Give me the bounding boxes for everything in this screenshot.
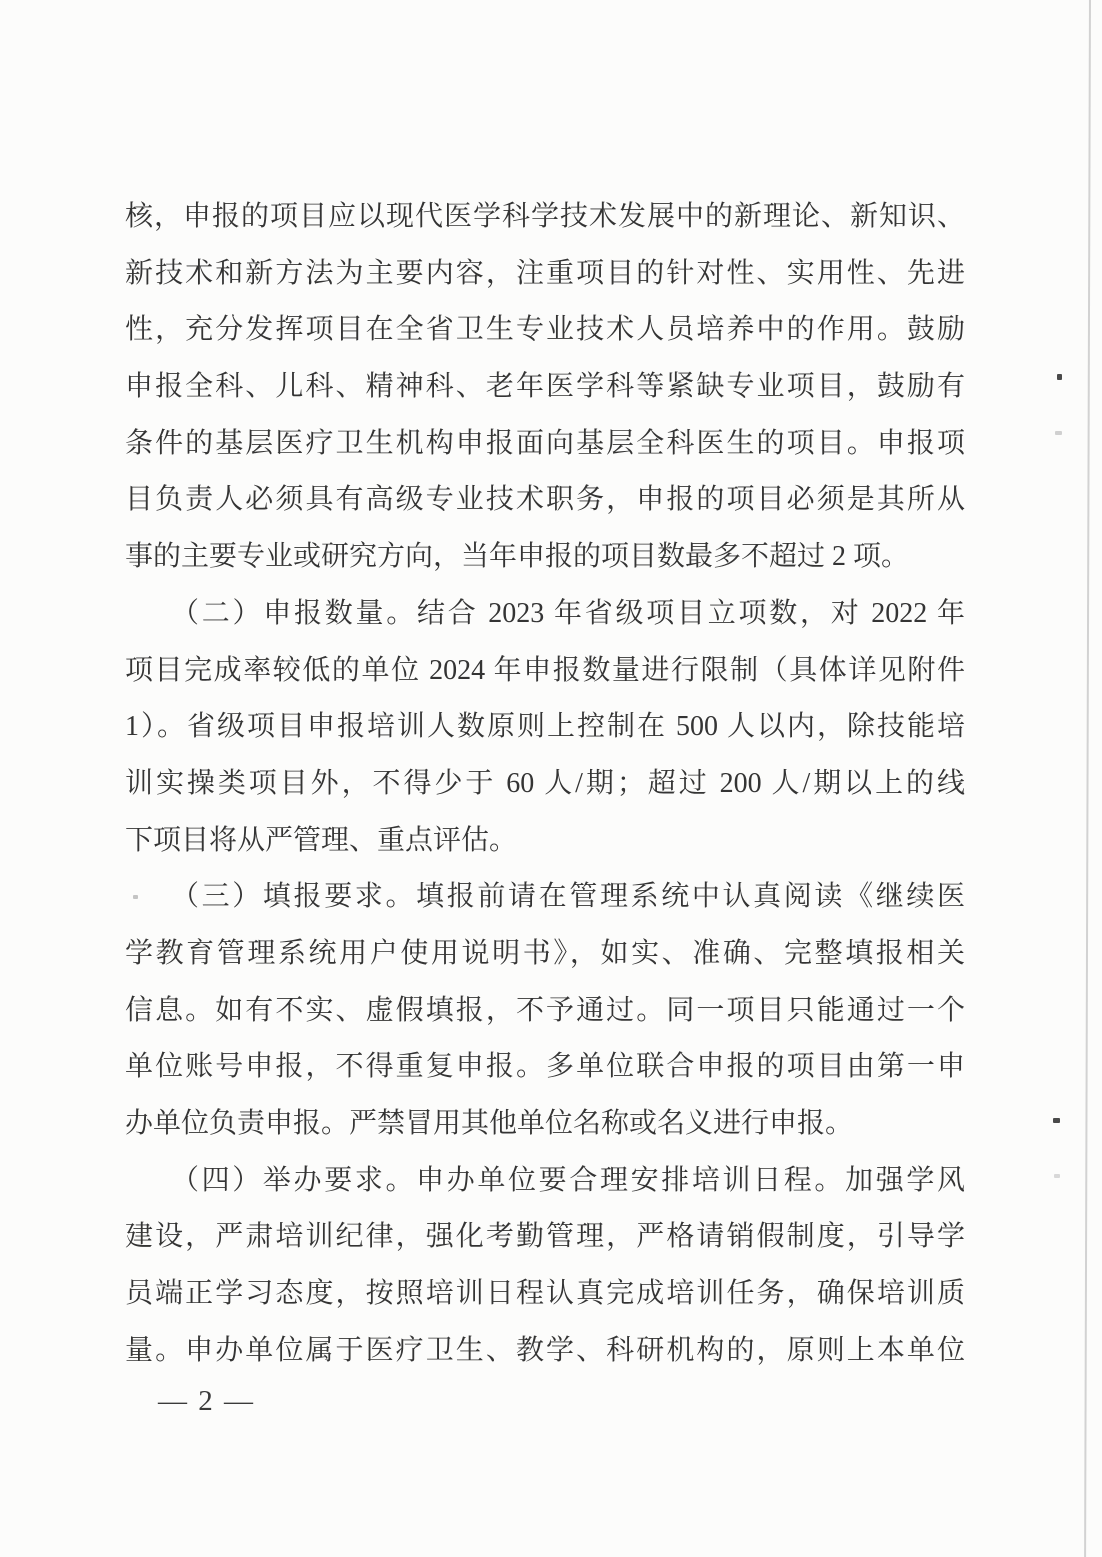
document-line: 1）。省级项目申报培训人数原则上控制在 500 人以内，除技能培 — [125, 711, 965, 743]
scan-speck — [1057, 374, 1062, 380]
scan-speck — [1054, 1174, 1060, 1178]
document-line: （二）申报数量。结合 2023 年省级项目立项数，对 2022 年 — [171, 597, 965, 629]
document-line: 信息。如有不实、虚假填报，不予通过。同一项目只能通过一个 — [125, 994, 965, 1026]
document-line: 核，申报的项目应以现代医学科学技术发展中的新理论、新知识、 — [125, 201, 965, 232]
document-line: 建设，严肃培训纪律，强化考勤管理，严格请销假制度，引导学 — [125, 1221, 965, 1253]
document-line: 目负责人必须具有高级专业技术职务，申报的项目必须是其所从 — [125, 484, 965, 516]
document-line: 事的主要专业或研究方向，当年申报的项目数最多不超过 2 项。 — [125, 541, 910, 573]
document-line: 员端正学习态度，按照培训日程认真完成培训任务，确保培训质 — [125, 1278, 965, 1310]
document-line: 性，充分发挥项目在全省卫生专业技术人员培养中的作用。鼓励 — [125, 314, 965, 346]
document-line: 办单位负责申报。严禁冒用其他单位名称或名义进行申报。 — [125, 1108, 854, 1139]
document-line: （四）举办要求。申办单位要合理安排培训日程。加强学风 — [171, 1164, 965, 1196]
document-line: 新技术和新方法为主要内容，注重项目的针对性、实用性、先进 — [125, 257, 965, 289]
document-line: 申报全科、儿科、精神科、老年医学科等紧缺专业项目，鼓励有 — [125, 371, 965, 403]
document-line: 学教育管理系统用户使用说明书》，如实、准确、完整填报相关 — [125, 937, 965, 969]
document-line: 量。申办单位属于医疗卫生、教学、科研机构的，原则上本单位 — [125, 1334, 965, 1366]
document-line: （三）填报要求。填报前请在管理系统中认真阅读《继续医 — [171, 881, 965, 913]
document-line: 下项目将从严管理、重点评估。 — [125, 824, 518, 856]
document-line: 条件的基层医疗卫生机构申报面向基层全科医生的项目。申报项 — [125, 427, 965, 459]
scan-edge-line — [1084, 0, 1091, 1557]
page-number: — 2 — — [158, 1385, 255, 1417]
document-line: 单位账号申报，不得重复申报。多单位联合申报的项目由第一申 — [125, 1051, 965, 1083]
scan-speck — [1055, 431, 1062, 435]
document-line: 项目完成率较低的单位 2024 年申报数量进行限制（具体详见附件 — [125, 654, 965, 686]
document-line: 训实操类项目外，不得少于 60 人/期；超过 200 人/期以上的线 — [125, 767, 965, 799]
document-body — [125, 189, 965, 1379]
scan-speck — [1053, 1118, 1060, 1123]
scan-speck — [133, 895, 138, 899]
